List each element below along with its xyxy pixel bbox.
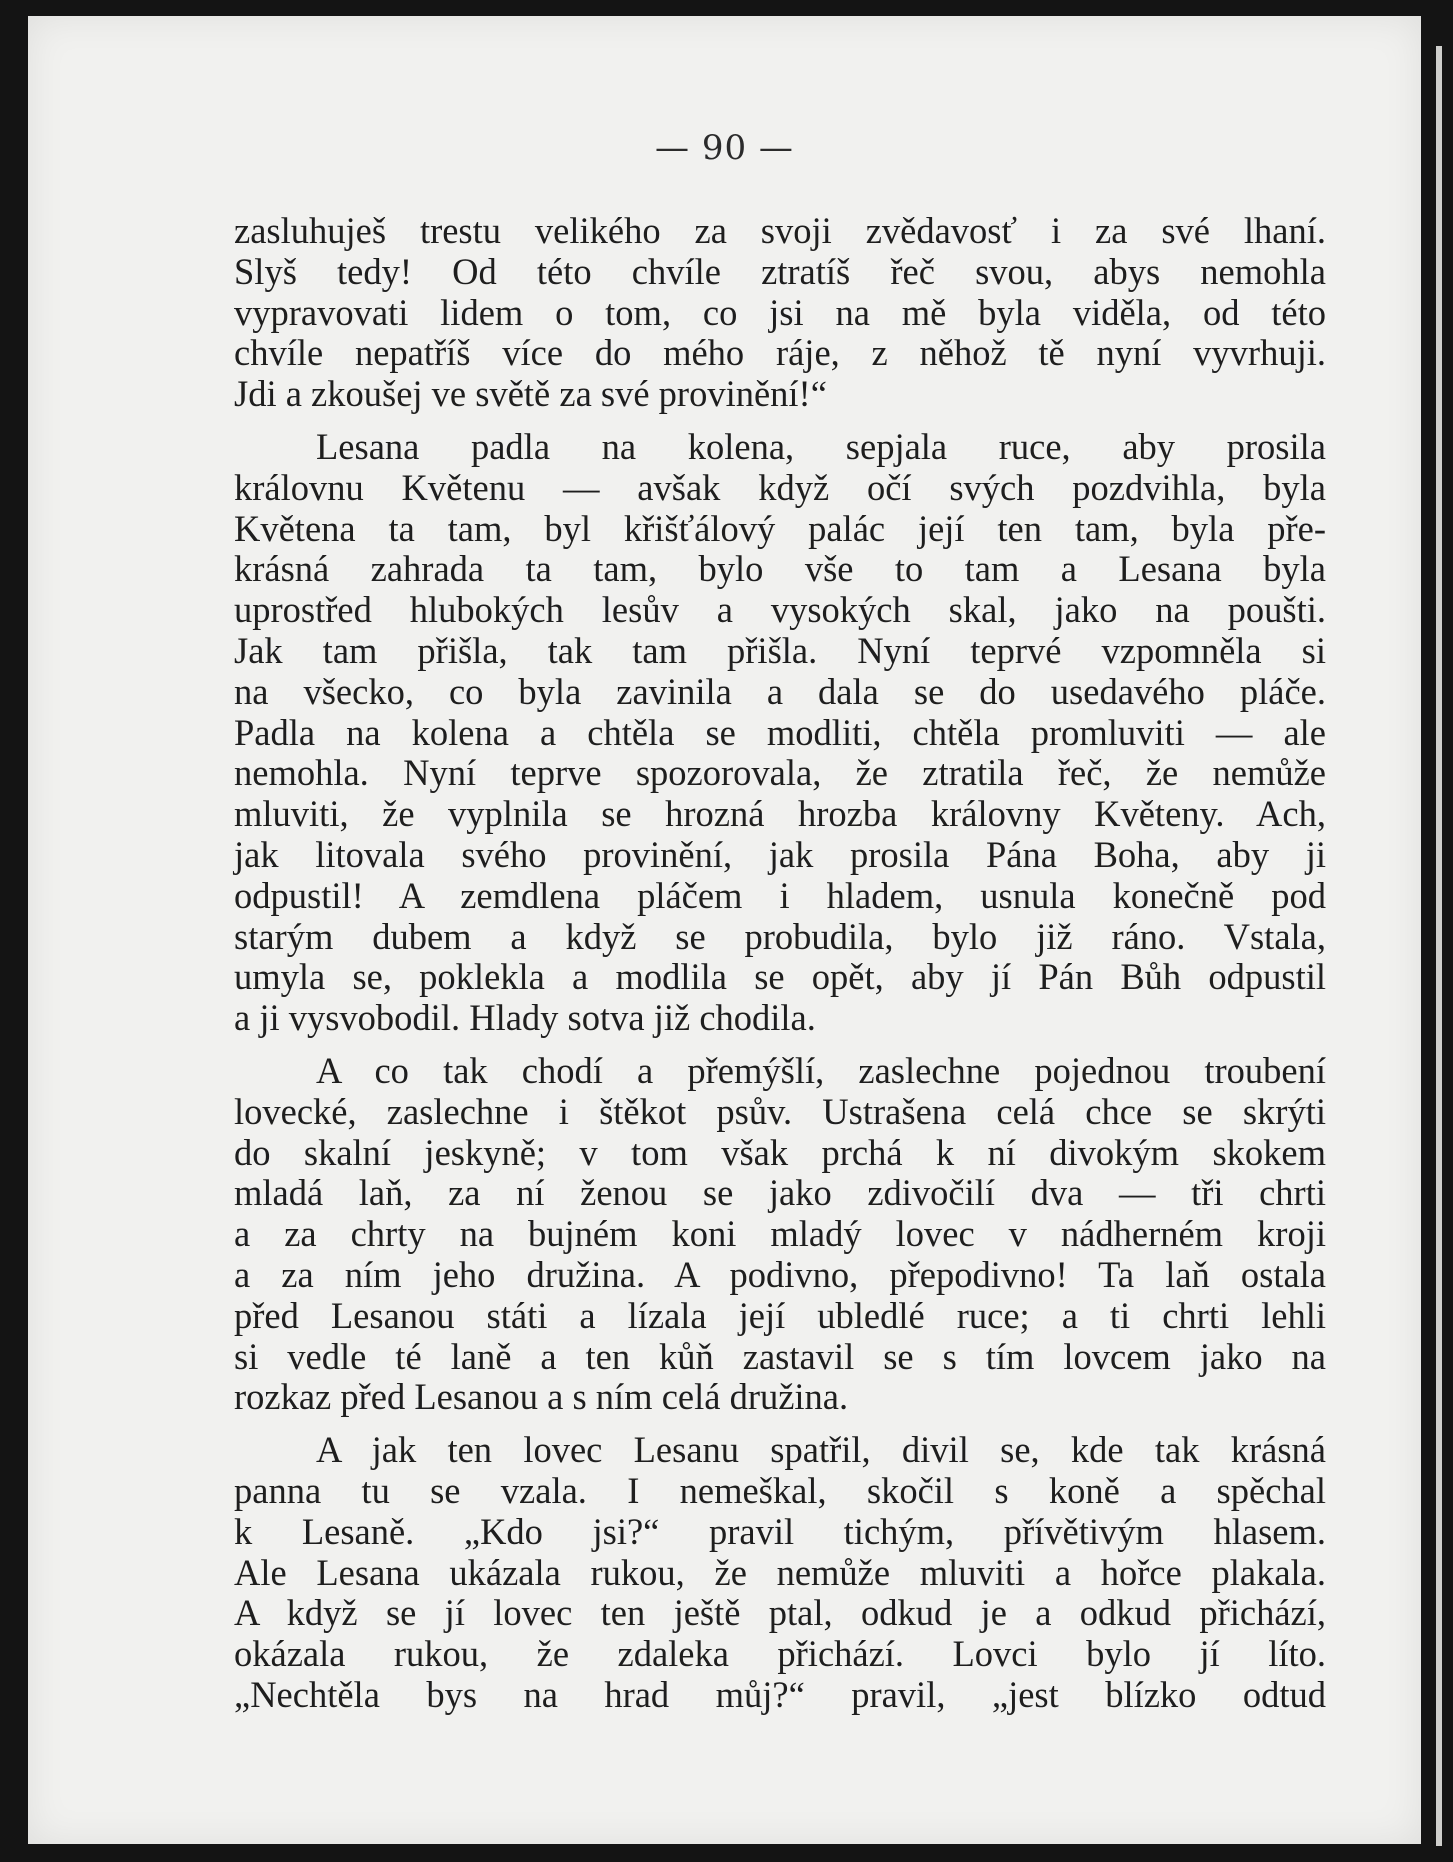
paragraph — [234, 211, 1326, 415]
text-line: a za ním jeho družina. A podivno, přepodivno! Ta laň ostala — [234, 1253, 1326, 1295]
text-line: si vedle té laně a ten kůň zastavil se s tím lovcem jako na — [234, 1335, 1326, 1377]
text-line: lovecké, zaslechne i štěkot psův. Ustrašena celá chce se skrýti — [234, 1090, 1326, 1132]
text-line: mladá laň, za ní ženou se jako zdivočilí dva — tři chrti — [234, 1172, 1326, 1214]
text-line: Padla na kolena a chtěla se modliti, chtěla promluviti — ale — [234, 711, 1326, 753]
text-line: A když se jí lovec ten ještě ptal, odkud je a odkud přichází, — [234, 1592, 1326, 1634]
text-line: královnu Květenu — avšak když očí svých pozdvihla, byla — [234, 466, 1326, 508]
text-line: uprostřed hlubokých lesův a vysokých skal, jako na poušti. — [234, 589, 1326, 631]
text-line: vypravovati lidem o tom, co jsi na mě byla viděla, od této — [234, 291, 1326, 333]
text-line: Jdi a zkoušej ve světě za své provinění!“ — [234, 373, 827, 415]
text-line: jak litovala svého provinění, jak prosila Pána Boha, aby ji — [234, 833, 1326, 875]
text-line: Květena ta tam, byl křišťálový palác její ten tam, byla pře- — [234, 507, 1326, 549]
page-number: — 90 — — [655, 128, 794, 168]
text-line: panna tu se vzala. I nemeškal, skočil s koně a spěchal — [234, 1469, 1326, 1511]
text-line: Lesana padla na kolena, sepjala ruce, aby prosila — [316, 425, 1326, 467]
paragraph — [234, 1430, 1326, 1716]
text-line: zasluhuješ trestu velikého za svoji zvědavosť i za své lhaní. — [234, 210, 1326, 251]
paragraph — [234, 427, 1326, 1039]
text-line: Jak tam přišla, tak tam přišla. Nyní teprvé vzpomněla si — [234, 629, 1326, 671]
text-line: k Lesaně. „Kdo jsi?“ pravil tichým, přívětivým hlasem. — [234, 1510, 1326, 1552]
text-line: A jak ten lovec Lesanu spatřil, divil se, kde tak krásná — [316, 1429, 1326, 1471]
text-line: krásná zahrada ta tam, bylo vše to tam a Lesana byla — [234, 548, 1326, 590]
book-page — [28, 16, 1421, 1844]
text-line: rozkaz před Lesanou a s ním celá družina. — [234, 1376, 849, 1418]
text-line: na všecko, co byla zavinila a dala se do usedavého pláče. — [234, 670, 1326, 712]
text-line: okázala rukou, že zdaleka přichází. Lovci bylo jí líto. — [234, 1633, 1326, 1675]
text-line: před Lesanou státi a lízala její ubledlé ruce; a ti chrti lehli — [234, 1294, 1326, 1336]
text-line: chvíle nepatříš více do mého ráje, z něhož tě nyní vyvrhuji. — [234, 332, 1326, 374]
text-line: Ale Lesana ukázala rukou, že nemůže mluviti a hořce plakala. — [234, 1551, 1326, 1593]
page-edge — [1436, 46, 1442, 1846]
text-line: nemohla. Nyní teprve spozorovala, že ztratila řeč, že nemůže — [234, 752, 1326, 794]
text-line: starým dubem a když se probudila, bylo již ráno. Vstala, — [234, 915, 1326, 957]
text-line: a za chrty na bujném koni mladý lovec v nádherném kroji — [234, 1213, 1326, 1255]
text-line: Slyš tedy! Od této chvíle ztratíš řeč svou, abys nemohla — [234, 250, 1326, 292]
body-text — [234, 211, 1326, 1716]
text-line: umyla se, poklekla a modlila se opět, aby jí Pán Bůh odpustil — [234, 956, 1326, 998]
text-line: A co tak chodí a přemýšlí, zaslechne pojednou troubení — [316, 1049, 1326, 1091]
text-line: do skalní jeskyně; v tom však prchá k ní divokým skokem — [234, 1131, 1326, 1173]
text-line: odpustil! A zemdlena pláčem i hladem, usnula konečně pod — [234, 874, 1326, 916]
text-line: a ji vysvobodil. Hlady sotva již chodila. — [234, 997, 816, 1039]
text-line: mluviti, že vyplnila se hrozná hrozba královny Květeny. Ach, — [234, 793, 1326, 835]
text-line: „Nechtěla bys na hrad můj?“ pravil, „jest blízko odtud — [234, 1673, 1326, 1715]
paragraph — [234, 1051, 1326, 1418]
